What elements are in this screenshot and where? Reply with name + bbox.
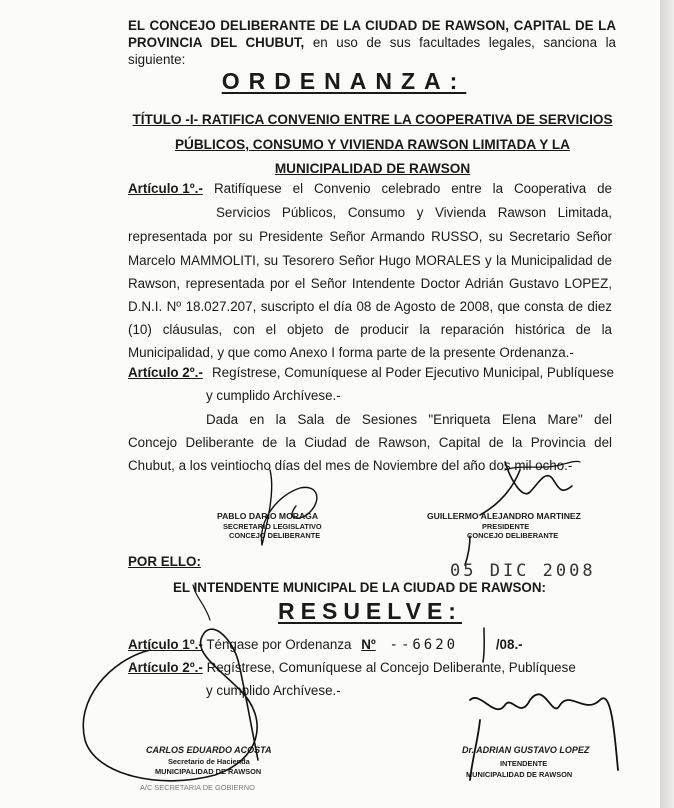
articulo-1-line: D.N.I. Nº 18.027.207, suscripto el día 08 de Agosto de 2008, que consta de diez: [128, 299, 612, 314]
signature-right-bottom-role: INTENDENTE: [500, 759, 548, 768]
signature-left-bottom-org: MUNICIPALIDAD DE RAWSON: [155, 767, 262, 776]
page-edge: [660, 0, 674, 808]
articulo-1-line: Servicios Públicos, Consumo y Vivienda Rawson Limitada,: [216, 205, 612, 220]
signature-scribble-bottom-left: [83, 629, 258, 781]
signature-scribble-top-left: [261, 470, 316, 545]
articulo-2-label: Artículo 2º.-: [128, 365, 203, 380]
signature-right-top-role: PRESIDENTE: [482, 522, 530, 531]
signature-right-bottom-name: Dr. ADRIAN GUSTAVO LOPEZ: [462, 745, 590, 755]
articulo-1-line: (10) cláusulas, con el objeto de producir la reparación histórica de la: [128, 322, 612, 337]
articulo-1-line: Rawson, representada por el Señor Intendente Doctor Adrián Gustavo LOPEZ,: [128, 276, 612, 291]
resuelve-art-2-line-1: Regístrese, Comuníquese al Concejo Deliberante, Publíquese: [206, 660, 576, 675]
signature-left-top-name: PABLO DARIO MORAGA: [217, 511, 319, 521]
articulo-2-line-2: y cumplido Archívese.-: [206, 388, 341, 403]
resuelve-art-2-line-2: y cumplido Archívese.-: [206, 683, 341, 698]
articulo-1-line: Municipalidad, y que como Anexo I forma parte de la presente Ordenanza.-: [128, 345, 574, 360]
header-lead: EL CONCEJO DELIBERANTE DE LA CIUDAD DE RAWSON, CAPITAL DE LA PROVINCIA DEL CHUBUT,: [128, 18, 616, 50]
resuelve-art-1-text: Téngase por Ordenanza: [206, 637, 352, 652]
articulo-1-line: Ratifíquese el Convenio celebrado entre la Cooperativa de: [214, 181, 612, 196]
header-rest: en uso de sus facultades legales, sanciona la siguiente:: [128, 35, 616, 67]
signature-left-top-org: CONCEJO DELIBERANTE: [229, 531, 321, 540]
signature-left-bottom-extra: A/C SECRETARIA DE GOBIERNO: [140, 783, 255, 792]
articulo-1-line: representada por su Presidente Señor Armando RUSSO, su Secretario Señor: [128, 229, 612, 244]
resuelve-art-1-label: Artículo 1º.-: [128, 637, 203, 652]
number-mark: [483, 628, 484, 662]
dada-line-3: Chubut, a los veintiocho días del mes de Noviembre del año dos mil ocho.-: [128, 458, 573, 473]
strike-scribble: [505, 461, 580, 470]
por-ello-label: POR ELLO:: [128, 554, 201, 569]
ordenanza-title: ORDENANZA:: [221, 68, 467, 94]
titulo-line-3: MUNICIPALIDAD DE RAWSON: [274, 161, 471, 176]
signature-scribble-bottom-right: [470, 694, 618, 780]
titulo-line-2: PÚBLICOS, CONSUMO Y VIVIENDA RAWSON LIMITADA Y LA: [174, 137, 570, 152]
signature-right-top-name: GUILLERMO ALEJANDRO MARTINEZ: [427, 511, 581, 521]
signature-left-top-role: SECRETARIO LEGISLATIVO: [223, 522, 322, 531]
ordinance-number: --6620: [389, 637, 459, 653]
dada-line-1: Dada en la Sala de Sesiones "Enriqueta Elena Mare" del: [206, 412, 612, 427]
intendente-heading: EL INTENDENTE MUNICIPAL DE LA CIUDAD DE RAWSON:: [173, 580, 546, 595]
articulo-1-label: Artículo 1º.-: [128, 181, 203, 196]
resuelve-title: RESUELVE:: [278, 598, 462, 624]
signature-right-top-org: CONCEJO DELIBERANTE: [467, 531, 559, 540]
articulo-2-line-1: Regístrese, Comuníquese al Poder Ejecutivo Municipal, Publíquese: [212, 365, 614, 380]
articulo-1-line: Marcelo MAMMOLITI, su Tesorero Señor Hugo MORALES y la Municipalidad de: [128, 253, 612, 268]
resuelve-art-1-year: /08.-: [495, 637, 523, 652]
signature-left-bottom-name: CARLOS EDUARDO ACOSTA: [146, 745, 272, 755]
resuelve-art-1-number-label: Nº: [361, 637, 376, 652]
signature-scribble-top-right: [465, 462, 572, 565]
resuelve-art-2-label: Artículo 2º.-: [128, 660, 203, 675]
titulo-line-1: TÍTULO -I- RATIFICA CONVENIO ENTRE LA COOPERATIVA DE SERVICIOS: [132, 112, 613, 127]
signature-left-bottom-role: Secretario de Hacienda: [168, 757, 250, 766]
stamp-scribble: [193, 585, 210, 620]
dada-line-2: Concejo Deliberante de la Ciudad de Rawson, Capital de la Provincia del: [128, 435, 612, 450]
signature-right-bottom-org: MUNICIPALIDAD DE RAWSON: [466, 770, 573, 779]
date-stamp: 05 DIC 2008: [450, 561, 596, 581]
